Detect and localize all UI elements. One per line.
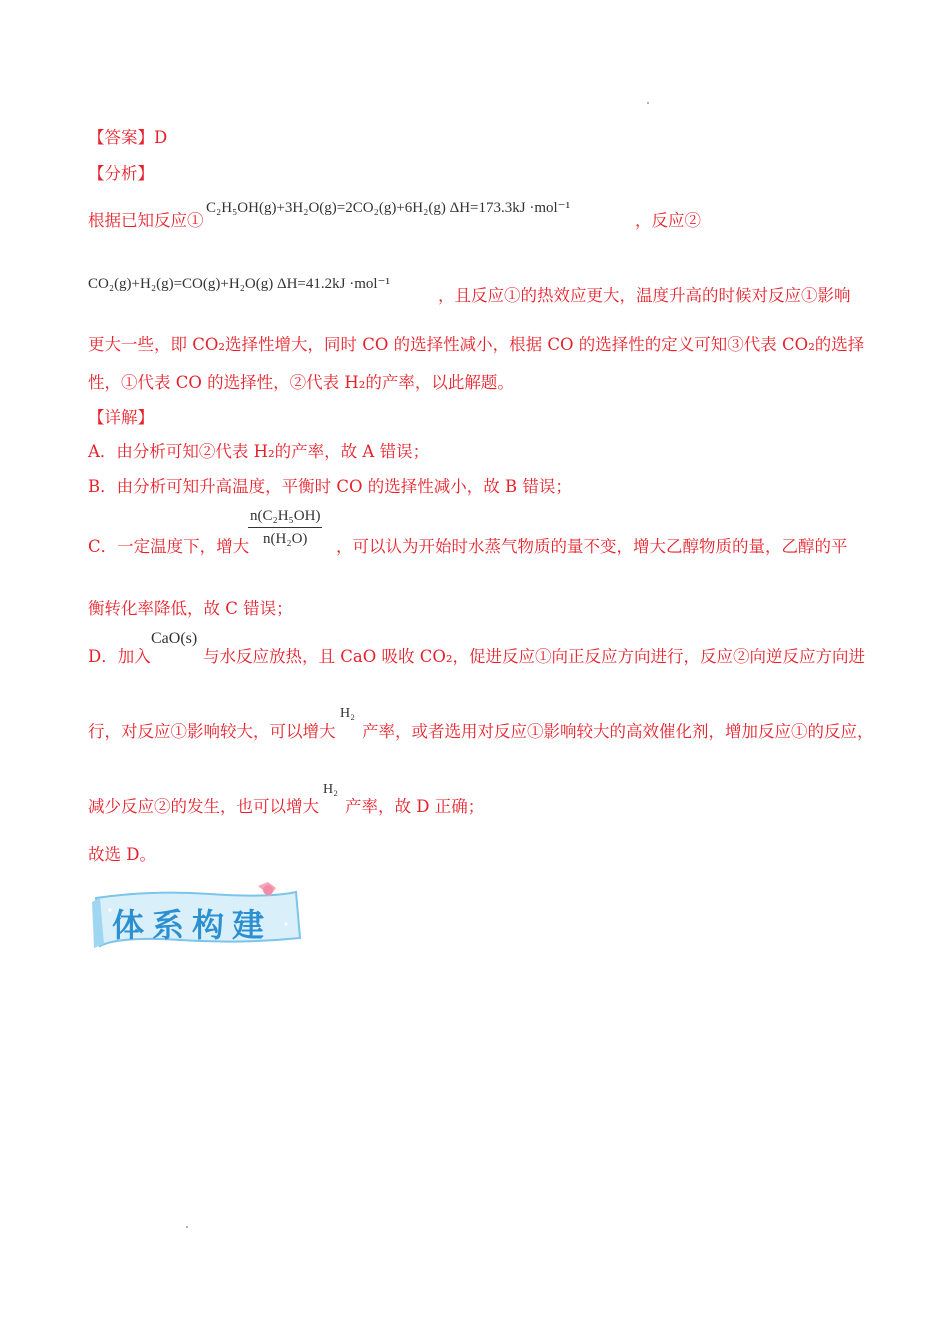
analysis-line-1-post: ，反应② — [635, 211, 701, 230]
section-banner — [90, 880, 302, 950]
formula-cao: CaO(s) — [151, 630, 198, 647]
analysis-line-3: 更大一些，即 CO₂选择性增大，同时 CO 的选择性减小，根据 CO 的选择性的定义可知③代表 CO₂的选择 — [88, 335, 865, 354]
answer-value: D — [154, 128, 168, 147]
answer-line — [88, 128, 167, 148]
detail-tag: 【详解】 — [88, 408, 154, 427]
option-c-pre: C．一定温度下，增大 — [88, 537, 250, 556]
page-mark-top — [647, 102, 649, 104]
option-c-post: ，可以认为开始时水蒸气物质的量不变，增大乙醇物质的量，乙醇的平 — [336, 537, 848, 556]
analysis-tag: 【分析】 — [88, 164, 154, 183]
equation-reaction-1: C₂H₅OH(g)+3H₂O(g)=2CO₂(g)+6H₂(g) ΔH=173.3kJ ·mol⁻¹ — [206, 200, 571, 216]
option-d-line-3-post: 产率，故 D 正确； — [345, 797, 485, 816]
option-d-line-3-pre: 减少反应②的发生，也可以增大 — [88, 797, 319, 816]
option-d-pre: D．加入 — [88, 647, 151, 666]
analysis-line-2-post: ，且反应①的热效应更大，温度升高的时候对反应①影响 — [438, 286, 851, 305]
option-d-post: 与水反应放热，且 CaO 吸收 CO₂，促进反应①向正反应方向进行，反应②向逆反应方向进 — [203, 647, 865, 666]
fraction-denominator: n(H₂O) — [263, 531, 308, 547]
option-b: B．由分析可知升高温度，平衡时 CO 的选择性减小，故 B 错误； — [88, 477, 572, 496]
banner-title: 体系构建 — [112, 906, 273, 944]
formula-h2-b: H₂ — [323, 782, 338, 797]
fraction-numerator: n(C₂H₅OH) — [248, 508, 322, 528]
option-d-line-2-post: 产率，或者选用对反应①影响较大的高效催化剂，增加反应①的反应， — [362, 722, 874, 741]
equation-reaction-2: CO₂(g)+H₂(g)=CO(g)+H₂O(g) ΔH=41.2kJ ·mol⁻¹ — [88, 276, 390, 292]
page-mark-bottom — [186, 1226, 188, 1228]
formula-h2-a: H₂ — [340, 706, 355, 721]
analysis-line-4: 性，①代表 CO 的选择性，②代表 H₂的产率，以此解题。 — [88, 373, 514, 392]
option-a: A．由分析可知②代表 H₂的产率，故 A 错误； — [88, 442, 430, 461]
answer-tag: 【答案】 — [88, 128, 154, 147]
final-answer: 故选 D。 — [88, 845, 156, 864]
option-d-line-2-pre: 行，对反应①影响较大，可以增大 — [88, 722, 336, 741]
option-c-line-2: 衡转化率降低，故 C 错误； — [88, 599, 293, 618]
analysis-line-1-pre: 根据已知反应① — [88, 211, 204, 230]
fraction-ethanol-water — [248, 508, 322, 548]
